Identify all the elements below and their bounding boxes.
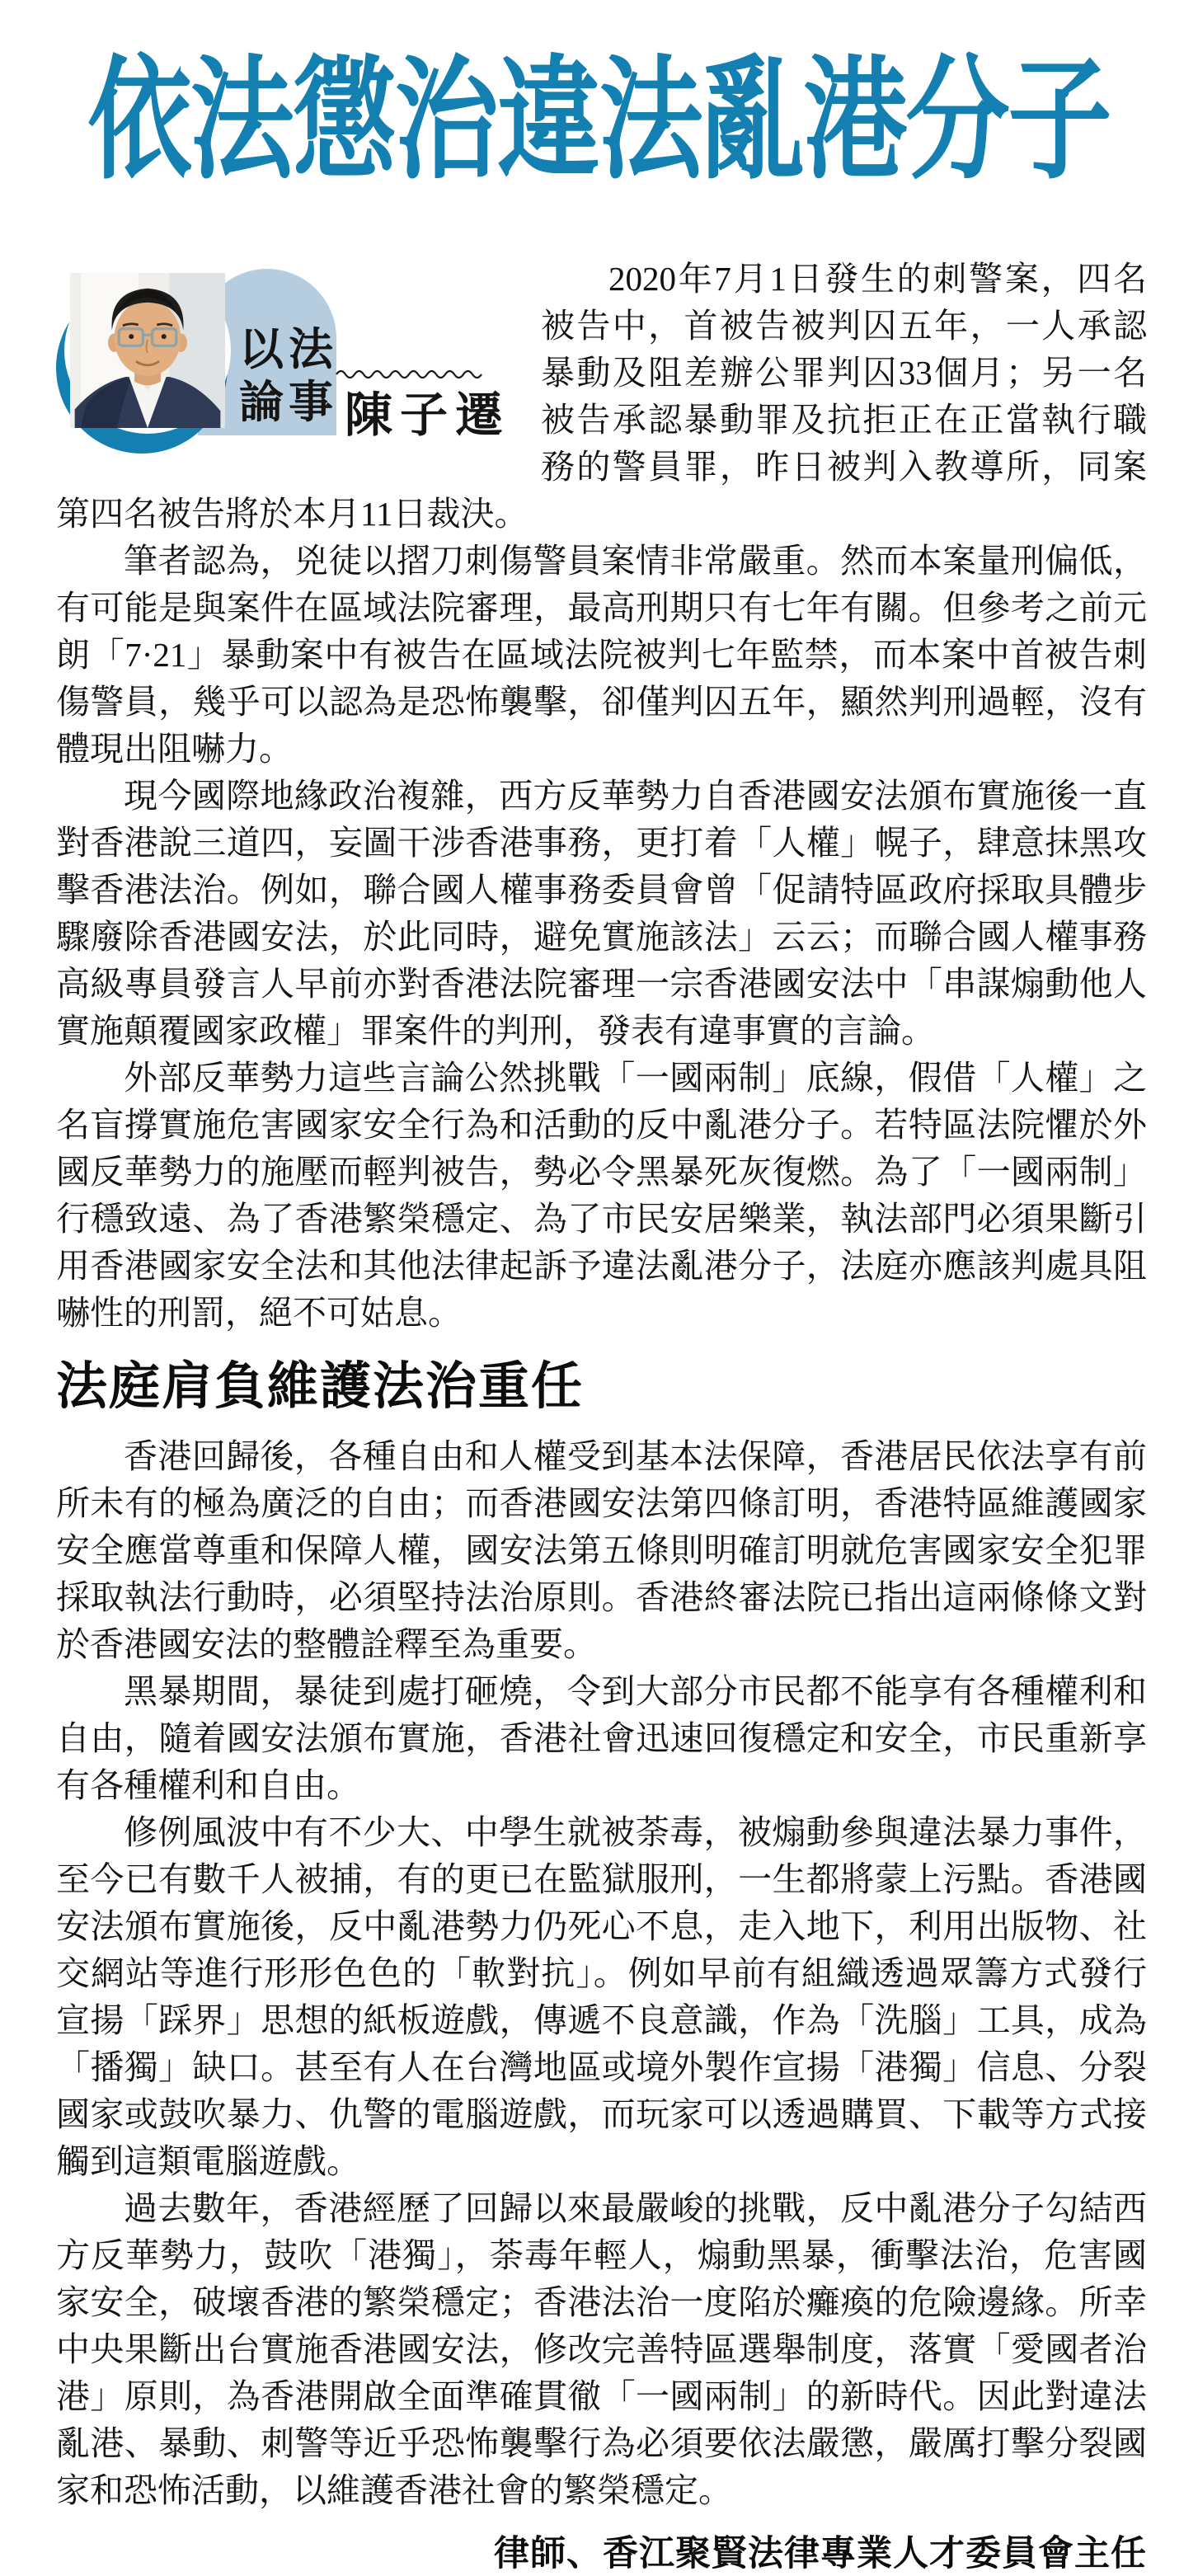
author-portrait-illustration <box>70 273 225 428</box>
paragraph: 現今國際地緣政治複雜，西方反華勢力自香港國安法頒布實施後一直對香港說三道四，妄圖干涉香港事務，更打着「人權」幌子，肆意抹黑攻擊香港法治。例如，聯合國人權事務委員會曾「促請特區政府採取具體步驟廢除香港國安法，於此同時，避免實施該法」云云；而聯合國人權事務高級專員發言人早前亦對香港法院審理一宗香港國安法中「串謀煽動他人實施顛覆國家政權」罪案件的判刑，發表有違事實的言論。 <box>56 777 1147 1050</box>
article-body <box>0 223 1198 2576</box>
byline: 律師、香江聚賢法律專業人才委員會主任 <box>494 2535 1147 2574</box>
section-subheading: 法庭肩負維護法治重任 <box>56 1359 585 1415</box>
paragraph: 香港回歸後，各種自由和人權受到基本法保障，香港居民依法享有前所未有的極為廣泛的自由；而香港國安法第四條訂明，香港特區維護國家安全應當尊重和保障人權，國安法第五條則明確訂明就危害國家安全犯罪採取執法行動時，必須堅持法治原則。香港終審法院已指出這兩條條文對於香港國安法的整體詮釋至為重要。 <box>56 1437 1147 1664</box>
author-name: 陳子遷 <box>345 388 511 442</box>
article-title: 依法懲治違法亂港分子 <box>87 45 1111 195</box>
paragraph: 黑暴期間，暴徒到處打砸燒，令到大部分市民都不能享有各種權利和自由，隨着國安法頒布實施，香港社會迅速回復穩定和安全，市民重新享有各種權利和自由。 <box>56 1672 1147 1805</box>
paragraph: 過去數年，香港經歷了回歸以來最嚴峻的挑戰，反中亂港分子勾結西方反華勢力，鼓吹「港獨」，荼毒年輕人，煽動黑暴，衝擊法治，危害國家安全，破壞香港的繁榮穩定；香港法治一度陷於癱瘓的危險邊緣。所幸中央果斷出台實施香港國安法，修改完善特區選舉制度，落實「愛國者治港」原則，為香港開啟全面準確貫徹「一國兩制」的新時代。因此對違法亂港、暴動、刺警等近乎恐怖襲擊行為必須要依法嚴懲，嚴厲打擊分裂國家和恐怖活動，以維護香港社會的繁榮穩定。 <box>56 2189 1147 2510</box>
column-label-line1: 以法 <box>239 325 338 374</box>
author-card <box>56 261 541 468</box>
headline-wrap <box>0 0 1198 223</box>
paragraph: 2020年7月1日發生的刺警案，四名被告中，首被告被判囚五年，一人承認暴動及阻差辦公罪判囚33個月；另一名被告承認暴動罪及抗拒正在正當執行職務的警員罪，昨日被判入教導所，同案第四名被告將於本月11日裁決。 <box>56 260 1147 533</box>
paragraph: 外部反華勢力這些言論公然挑戰「一國兩制」底線，假借「人權」之名盲撐實施危害國家安全行為和活動的反中亂港分子。若特區法院懼於外國反華勢力的施壓而輕判被告，勢必令黑暴死灰復燃。為了「一國兩制」行穩致遠、為了香港繁榮穩定、為了市民安居樂業，執法部門必須果斷引用香港國家安全法和其他法律起訴予違法亂港分子，法庭亦應該判處具阻嚇性的刑罰，絕不可姑息。 <box>56 1059 1147 1332</box>
paragraph: 筆者認為，兇徒以摺刀刺傷警員案情非常嚴重。然而本案量刑偏低，有可能是與案件在區域法院審理，最高刑期只有七年有關。但參考之前元朗「7·21」暴動案中有被告在區域法院被判七年監禁，而本案中首被告刺傷警員，幾乎可以認為是恐怖襲擊，卻僅判囚五年，顯然判刑過輕，沒有體現出阻嚇力。 <box>56 542 1147 768</box>
paragraph: 修例風波中有不少大、中學生就被荼毒，被煽動參與違法暴力事件，至今已有數千人被捕，有的更已在監獄服刑，一生都將蒙上污點。香港國安法頒布實施後，反中亂港勢力仍死心不息，走入地下，利用出版物、社交網站等進行形形色色的「軟對抗」。例如早前有組織透過眾籌方式發行宣揚「踩界」思想的紙板遊戲，傳遞不良意識，作為「洗腦」工具，成為「播獨」缺口。甚至有人在台灣地區或境外製作宣揚「港獨」信息、分裂國家或鼓吹暴力、仇警的電腦遊戲，而玩家可以透過購買、下載等方式接觸到這類電腦遊戲。 <box>56 1813 1147 2181</box>
author-photo <box>64 267 231 434</box>
column-label-line2: 論事 <box>239 378 338 427</box>
column-label <box>239 323 338 429</box>
